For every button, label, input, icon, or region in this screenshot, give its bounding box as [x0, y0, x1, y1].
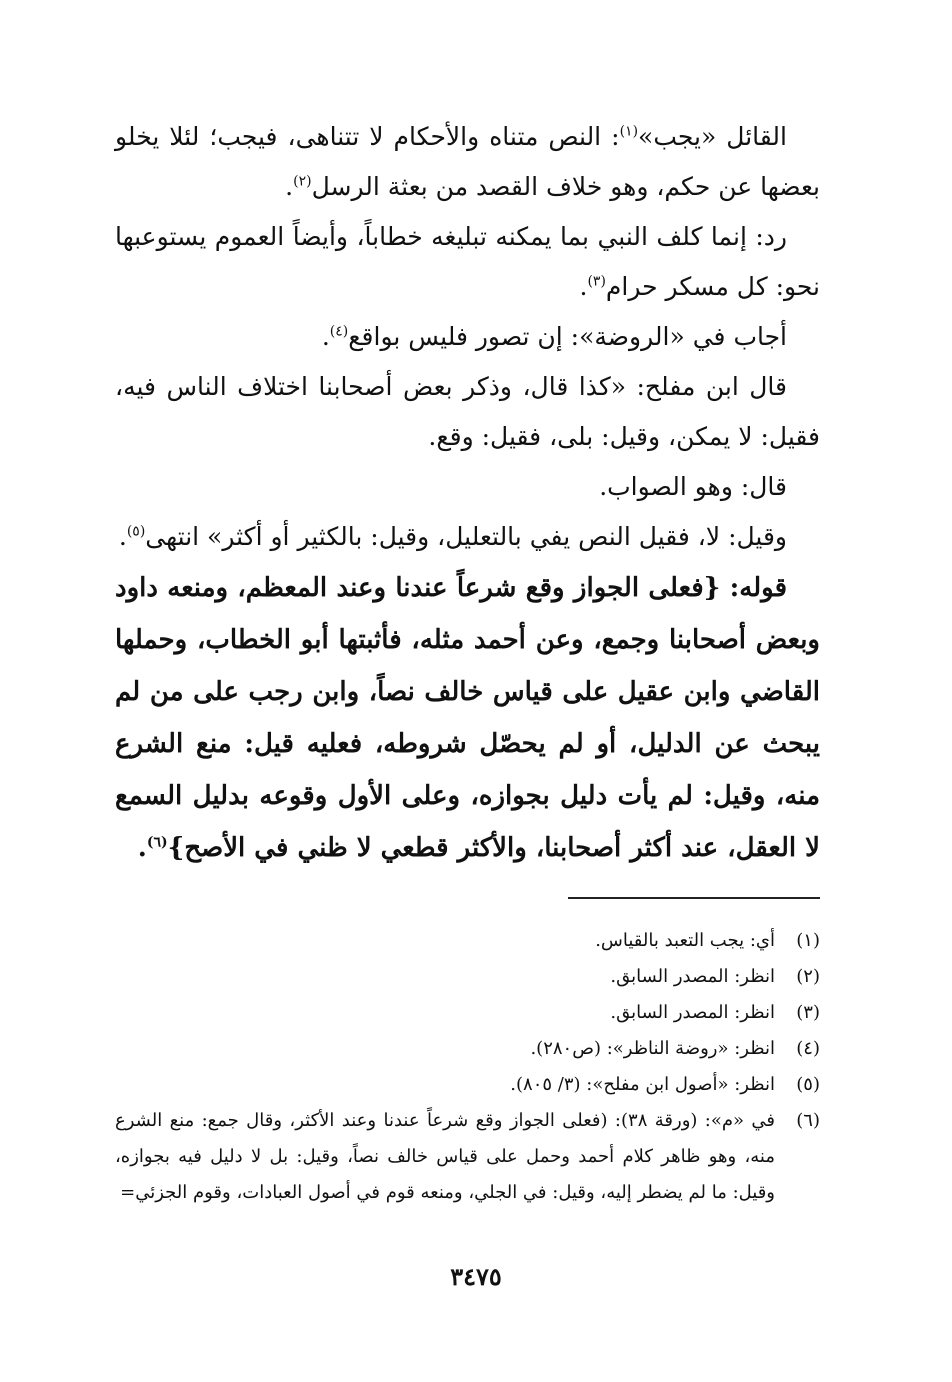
text-run: . [579, 272, 588, 301]
text-run: وقيل: لا، فقيل النص يفي بالتعليل، وقيل: بالكثير أو أكثر» انتهى [145, 522, 787, 551]
footnote-text: انظر: المصدر السابق. [610, 1002, 775, 1023]
footnote-2 [115, 959, 820, 995]
text-run: . [285, 172, 294, 201]
footnote-number: (١) [796, 930, 820, 951]
footnote-3 [115, 995, 820, 1031]
footnote-ref[interactable]: (٢) [293, 173, 312, 190]
text-run: أجاب في «الروضة»: إن تصور فليس بواقع [348, 322, 787, 351]
paragraph-2 [115, 212, 820, 312]
paragraph-1 [115, 112, 820, 212]
paragraph-3 [115, 312, 820, 362]
footnote-number: (٤) [796, 1038, 820, 1059]
footnote-ref[interactable]: (١) [619, 123, 639, 140]
footnote-6 [115, 1103, 820, 1211]
paragraph-7 [115, 562, 820, 874]
main-text [115, 112, 820, 874]
footnote-number: (٥) [796, 1074, 820, 1095]
footnote-text: أي: يجب التعبد بالقياس. [595, 930, 775, 951]
footnote-4 [115, 1031, 820, 1067]
text-run: قوله: {فعلى الجواز وقع شرعاً عندنا وعند المعظم، ومنعه داود وبعض أصحابنا وجمع، وعن أحمد مثله، فأثبتها أبو الخطاب، وحملها القاضي وابن عقيل على قياس خالف نصاً، وابن رجب على من لم يبحث عن الدليل، أو لم يحصّل شروطه، فعليه قيل: منع الشرع منه، وقيل: لم يأت دليل بجوازه، وعلى الأول وقوعه بدليل السمع لا العقل، عند أكثر أصحابنا، والأكثر قطعي لا ظني في الأصح} [115, 573, 820, 863]
footnote-number: (٢) [796, 966, 820, 987]
footnote-number: (٣) [796, 1002, 820, 1023]
text-run: القائل «يجب» [638, 122, 787, 151]
footnote-divider [568, 897, 820, 899]
paragraph-4: قال ابن مفلح: «كذا قال، وذكر بعض أصحابنا اختلاف الناس فيه، فقيل: لا يمكن، وقيل: بلى، فقيل: وقع. [115, 372, 820, 451]
footnote-1 [115, 923, 820, 959]
text-run: رد: إنما كلف النبي بما يمكنه تبليغه خطاباً، وأيضاً العموم يستوعبها نحو: كل مسكر حرام [115, 222, 820, 301]
footnote-ref[interactable]: (٥) [126, 523, 146, 540]
footnote-5 [115, 1067, 820, 1103]
footnote-text: انظر: المصدر السابق. [610, 966, 775, 987]
footnote-text: انظر: «روضة الناظر»: (ص٢٨٠). [530, 1038, 775, 1059]
footnote-text: في «م»: (ورقة ٣٨): (فعلى الجواز وقع شرعاً عندنا وعند الأكثر، وقال جمع: منع الشرع منه، وهو ظاهر كلام أحمد وحمل على قياس خالف نصاً، وقيل: بل لا دليل فيه بجوازه، وقيل: ما لم يضطر إليه، وقيل: في الجلي، ومنعه قوم في أصول العبادات، وقوم الجزئي= [115, 1110, 775, 1203]
paragraph-5: قال: وهو الصواب. [599, 472, 787, 501]
text-run: . [137, 833, 147, 863]
text-run: . [118, 522, 127, 551]
footnote-number: (٦) [796, 1110, 820, 1131]
paragraph-6 [115, 512, 820, 562]
page-number: ٣٤٧٥ [450, 1262, 502, 1291]
footnote-ref[interactable]: (٤) [329, 323, 349, 340]
footnote-text: انظر: «أصول ابن مفلح»: (٣/ ٨٠٥). [510, 1074, 775, 1095]
text-run: : النص متناه والأحكام لا تتناهى، فيجب؛ لئلا يخلو بعضها عن حكم، وهو خلاف القصد من بعثة الرسل [115, 122, 820, 201]
footnotes [115, 923, 820, 1211]
footnote-ref[interactable]: (٦) [146, 834, 168, 851]
text-run: . [321, 322, 330, 351]
footnote-ref[interactable]: (٣) [587, 273, 606, 290]
